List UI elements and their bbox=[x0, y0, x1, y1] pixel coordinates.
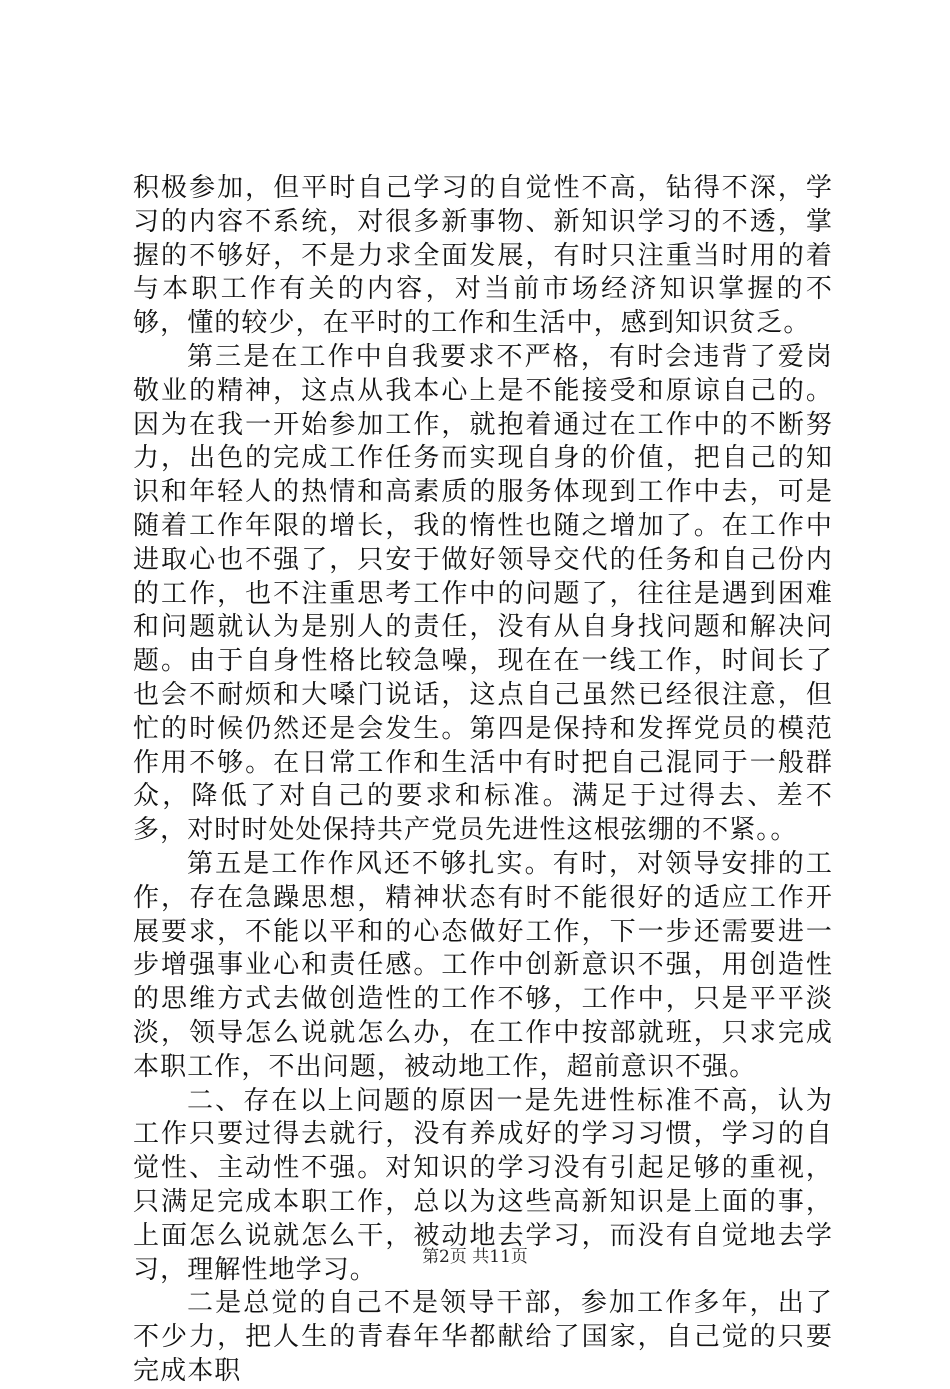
paragraph-4: 二、存在以上问题的原因一是先进性标准不高，认为工作只要过得去就行，没有养成好的学习习惯，学习的自觉性、主动性不强。对知识的学习没有引起足够的重视，只满足完成本职工作，总以为这些高新知识是上面的事，上面怎么说就怎么干，被动地去学习，而没有自觉地去学习，理解性地学习。 bbox=[133, 1085, 833, 1285]
document-body bbox=[133, 172, 833, 1389]
paragraph-2: 第三是在工作中自我要求不严格，有时会违背了爱岗敬业的精神，这点从我本心上是不能接受和原谅自己的。因为在我一开始参加工作，就抱着通过在工作中的不断努力，出色的完成工作任务而实现自身的价值，把自己的知识和年轻人的热情和高素质的服务体现到工作中去，可是随着工作年限的增长，我的惰性也随之增加了。在工作中进取心也不强了，只安于做好领导交代的任务和自己份内的工作，也不注重思考工作中的问题了，往往是遇到困难和问题就认为是别人的责任，没有从自身找问题和解决问题。由于自身性格比较急噪，现在在一线工作，时间长了也会不耐烦和大嗓门说话，这点自己虽然已经很注意，但忙的时候仍然还是会发生。第四是保持和发挥党员的模范作用不够。在日常工作和生活中有时把自己混同于一般群众，降低了对自己的要求和标准。满足于过得去、差不多，对时时处处保持共产党员先进性这根弦绷的不紧。。 bbox=[133, 341, 833, 846]
page-number-footer: 第2页 共11页 bbox=[422, 1247, 528, 1267]
paragraph-1: 积极参加，但平时自己学习的自觉性不高，钻得不深，学习的内容不系统，对很多新事物、新知识学习的不透，掌握的不够好，不是力求全面发展，有时只注重当时用的着与本职工作有关的内容，对当前市场经济知识掌握的不够，懂的较少，在平时的工作和生活中，感到知识贫乏。 bbox=[133, 173, 833, 339]
paragraph-3: 第五是工作作风还不够扎实。有时，对领导安排的工作，存在急躁思想，精神状态有时不能很好的适应工作开展要求，不能以平和的心态做好工作，下一步还需要进一步增强事业心和责任感。工作中创新意识不强，用创造性的思维方式去做创造性的工作不够，工作中，只是平平淡淡，领导怎么说就怎么办，在工作中按部就班，只求完成本职工作，不出问题，被动地工作，超前意识不强。 bbox=[133, 848, 833, 1082]
paragraph-5: 二是总觉的自己不是领导干部，参加工作多年，出了不少力，把人生的青春年华都献给了国家，自己觉的只要完成本职 bbox=[133, 1288, 833, 1386]
